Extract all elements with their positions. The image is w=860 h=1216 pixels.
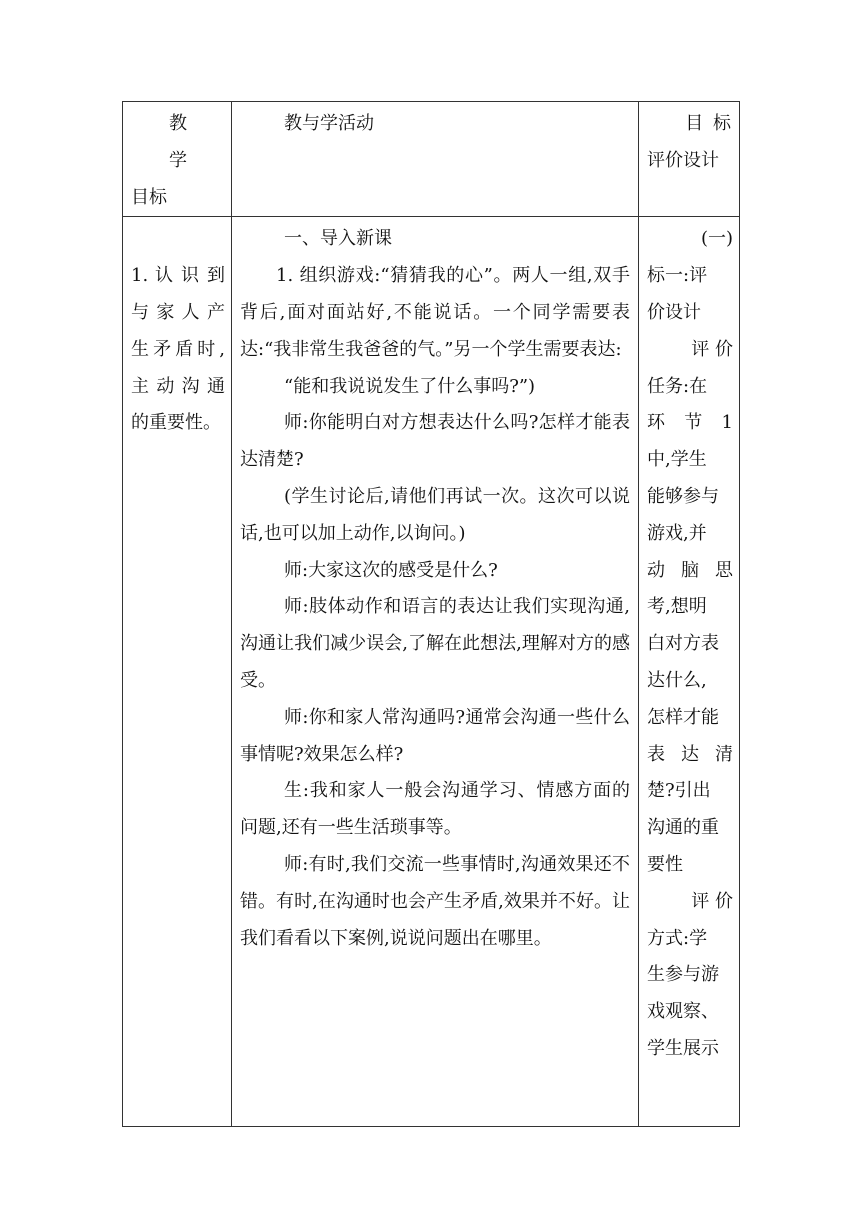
- activities-cell: [232, 217, 639, 1127]
- header-activities-label: 教与学活动: [284, 113, 374, 134]
- lesson-plan-table: [122, 101, 740, 1127]
- objectives-spacer: [131, 221, 225, 258]
- activity-paragraph: (学生讨论后,请他们再试一次。这次可以说话,也可以加上动作,以询问。): [240, 485, 630, 544]
- header-evaluation-cell: [639, 102, 740, 217]
- objective-line: 生矛盾时,: [131, 338, 225, 360]
- activity-paragraph: 师:你和家人常沟通吗?通常会沟通一些什么事情呢?效果怎么样?: [240, 706, 630, 765]
- evaluation-line: 学生展示: [647, 1037, 719, 1059]
- activity-paragraph: “能和我说说发生了什么事吗?”): [284, 375, 536, 397]
- activity-paragraph: 师:有时,我们交流一些事情时,沟通效果还不错。有时,在沟通时也会产生矛盾,效果并不好。让我们看看以下案例,说说问题出在哪里。: [240, 853, 630, 949]
- evaluation-line: 表 达 清: [647, 743, 733, 765]
- evaluation-line: 要性: [647, 853, 683, 875]
- objective-line: 主 动 沟 通: [131, 375, 225, 397]
- evaluation-line: 游戏,并: [647, 522, 707, 544]
- evaluation-line: 任务:在: [647, 375, 708, 397]
- table-header-row: [123, 102, 740, 217]
- evaluation-line: 评 价: [691, 338, 733, 360]
- header-evaluation-line1: 目 标: [685, 113, 733, 134]
- table-body-row: [123, 217, 740, 1127]
- evaluation-line: (一): [700, 228, 733, 250]
- activity-paragraph: 师:肢体动作和语言的表达让我们实现沟通,沟通让我们减少误会,了解在此想法,理解对方的感受。: [240, 596, 630, 691]
- objective-line: 与 家 人 产: [131, 301, 225, 323]
- evaluation-line: 楚?引出: [647, 780, 711, 802]
- activity-paragraph: 1. 组织游戏:“猜猜我的心”。两人一组,双手背后,面对面站好,不能说话。一个同学需要表达:“我非常生我爸爸的气。”另一个学生需要表达:: [240, 265, 630, 360]
- evaluation-line: 生参与游: [647, 964, 719, 986]
- evaluation-line: 环 节 1: [647, 412, 733, 434]
- header-objectives-line2: 目标: [131, 186, 167, 208]
- header-objectives-cell: [123, 102, 232, 217]
- evaluation-line: 能够参与: [647, 485, 719, 507]
- evaluation-line: 方式:学: [647, 927, 708, 949]
- header-objectives-line1: 教 学: [169, 113, 201, 171]
- objectives-cell: [123, 217, 232, 1127]
- evaluation-line: 中,学生: [647, 449, 707, 471]
- evaluation-line: 标一:评: [647, 265, 708, 287]
- activity-paragraph: 生:我和家人一般会沟通学习、情感方面的问题,还有一些生活琐事等。: [240, 780, 631, 839]
- evaluation-line: 评 价: [691, 890, 733, 912]
- header-activities-cell: [232, 102, 639, 217]
- activity-paragraph: 师:你能明白对方想表达什么吗?怎样才能表达清楚?: [240, 412, 630, 471]
- evaluation-line: 达什么,: [647, 669, 707, 691]
- section-title: 一、导入新课: [284, 228, 392, 250]
- evaluation-line: 沟通的重: [647, 817, 719, 839]
- evaluation-line: 戏观察、: [647, 1001, 719, 1023]
- evaluation-cell: [639, 217, 740, 1127]
- objective-line: 1. 认 识 到: [131, 265, 225, 287]
- evaluation-line: 考,想明: [647, 596, 707, 618]
- evaluation-line: 动 脑 思: [647, 559, 733, 581]
- objective-line: 的重要性。: [131, 412, 221, 434]
- evaluation-line: 价设计: [647, 301, 701, 323]
- header-evaluation-line2: 评价设计: [647, 149, 719, 171]
- evaluation-line: 白对方表: [647, 633, 719, 655]
- evaluation-line: 怎样才能: [647, 706, 719, 728]
- activity-paragraph: 师:大家这次的感受是什么?: [284, 559, 498, 581]
